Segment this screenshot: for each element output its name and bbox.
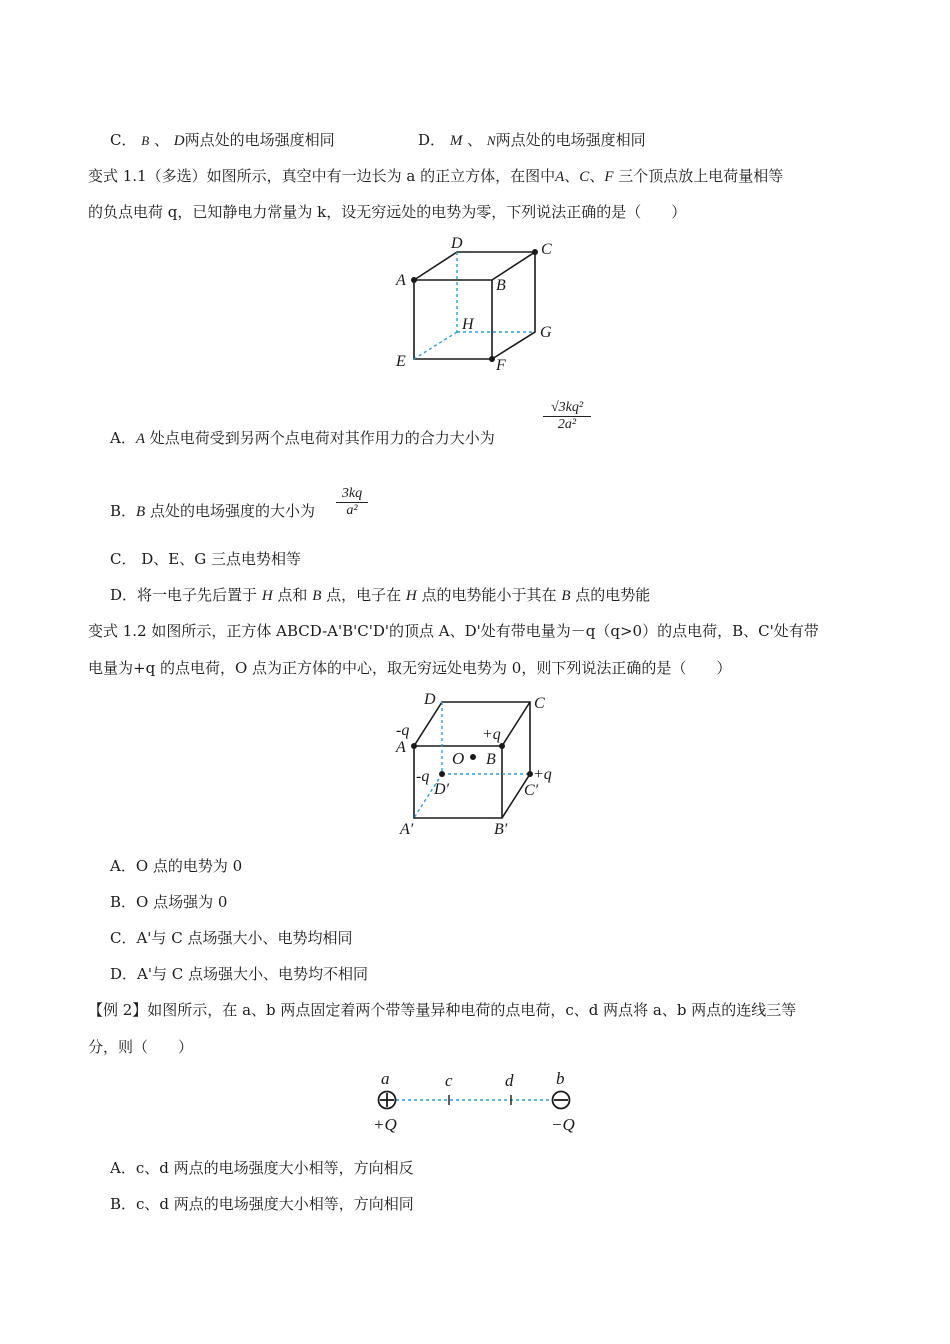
v12-option-a: A．O 点的电势为 0 (110, 857, 243, 875)
option-d-prev: D． M 、 N两点处的电场强度相同 (418, 131, 646, 149)
label-B: B (486, 751, 496, 768)
label-C: C (534, 695, 545, 712)
label-Ap: A′ (400, 821, 414, 838)
label-Cp: C′ (524, 782, 539, 799)
label-minus-Q: −Q (551, 1115, 575, 1134)
negative-charge-icon (553, 1092, 570, 1109)
label-pq-B: +q (482, 726, 501, 743)
label-F: F (496, 357, 506, 374)
positive-charge-icon (379, 1092, 396, 1109)
charge-Dp (439, 771, 445, 777)
ex2-option-b: B．c、d 两点的电场强度大小相等，方向相同 (110, 1195, 414, 1213)
v11-option-b: B．B 点处的电场强度的大小为 (110, 502, 315, 520)
label-B: B (496, 277, 506, 294)
v12-option-d: D．A'与 C 点场强大小、电势均不相同 (110, 965, 368, 983)
ex2-stem-line1: 【例 2】如图所示，在 a、b 两点固定着两个带等量异种电荷的点电荷，c、d 两点将 a、b 两点的连线三等 (88, 1001, 797, 1019)
charges-figure (365, 1068, 595, 1140)
label-plus-Q: +Q (373, 1115, 397, 1134)
charge-B (499, 743, 505, 749)
ex2-stem-line2: 分，则（ ） (88, 1038, 194, 1056)
label-C: C (541, 241, 552, 258)
v12-option-b: B．O 点场强为 0 (110, 893, 228, 911)
label-A: A (396, 272, 406, 289)
cube-figure-1 (390, 232, 570, 377)
v11-stem-line2: 的负点电荷 q，已知静电力常量为 k，设无穷远处的电势为零，下列说法正确的是（ ） (88, 203, 687, 221)
v12-stem-line1: 变式 1.2 如图所示，正方体 ABCD-A'B'C'D'的顶点 A、D'处有带电量为－q（q>0）的点电荷，B、C'处有带 (88, 622, 819, 640)
label-G: G (540, 324, 552, 341)
center-O (470, 754, 476, 760)
fraction-a: √3kq² 2a² (543, 400, 591, 433)
label-mq-Dp: -q (416, 768, 430, 785)
v12-stem-line2: 电量为+q 的点电荷，O 点为正方体的中心，取无穷远处电势为 0，则下列说法正确的是（ ） (88, 659, 732, 677)
label-Bp: B′ (494, 821, 508, 838)
label-D: D (451, 235, 463, 252)
label-pq-Cp: +q (533, 766, 552, 783)
option-c-prev: C． B 、 D两点处的电场强度相同 (110, 131, 335, 149)
label-mq-A: -q (396, 722, 410, 739)
v11-option-c: C． D、E、G 三点电势相等 (110, 550, 301, 568)
v11-stem-line1: 变式 1.1（多选）如图所示，真空中有一边长为 a 的正立方体，在图中A、C、F 三个顶点放上电荷量相等 (88, 167, 784, 185)
v11-option-a: A．A 处点电荷受到另两个点电荷对其作用力的合力大小为 (110, 429, 495, 447)
label-Dp: D′ (434, 781, 450, 798)
label-E: E (396, 353, 406, 370)
ex2-option-a: A．c、d 两点的电场强度大小相等，方向相反 (110, 1159, 414, 1177)
label-A: A (396, 739, 406, 756)
charge-A (411, 743, 417, 749)
charge-F (489, 356, 495, 362)
label-c: c (445, 1071, 453, 1090)
charge-C (532, 249, 538, 255)
label-O: O (452, 749, 465, 768)
v12-option-c: C．A'与 C 点场强大小、电势均相同 (110, 929, 353, 947)
charge-A (411, 277, 417, 283)
fraction-b: 3kq a² (336, 486, 368, 519)
label-D: D (424, 691, 436, 708)
label-a: a (381, 1069, 390, 1088)
cube-figure-2 (390, 688, 580, 843)
v11-option-d: D．将一电子先后置于 H 点和 B 点，电子在 H 点的电势能小于其在 B 点的电势能 (110, 586, 651, 604)
label-H: H (462, 316, 474, 333)
label-b: b (556, 1069, 565, 1088)
label-d: d (505, 1071, 514, 1090)
